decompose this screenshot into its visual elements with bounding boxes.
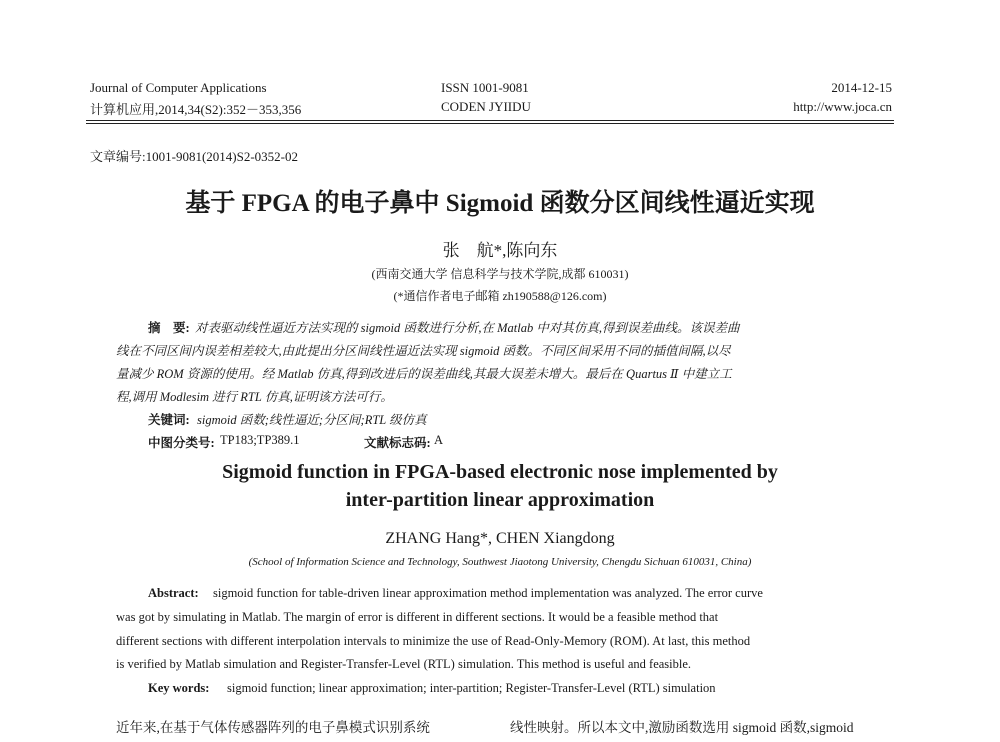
abstract-en-line: sigmoid function for table-driven linear approximation method implementation was analyzed. The error curve (213, 586, 763, 600)
affiliation-en: (School of Information Science and Technology, Southwest Jiaotong University, Chengdu Sichuan 610031, China) (248, 556, 752, 568)
journal-citation-cn: 计算机应用,2014,34(S2):352－353,356 (90, 102, 302, 117)
authors-en: ZHANG Hang*, CHEN Xiangdong (385, 530, 615, 547)
clc-number: TP183;TP389.1 (220, 433, 300, 447)
keywords-en: sigmoid function; linear approximation; inter-partition; Register-Transfer-Level (RTL) simulation (227, 681, 716, 695)
abstract-cn-line: 对表驱动线性逼近方法实现的 sigmoid 函数进行分析,在 Matlab 中对其仿真,得到误差曲线。该误差曲 (195, 321, 740, 335)
keywords-cn: sigmoid 函数;线性逼近;分区间;RTL 级仿真 (197, 413, 427, 427)
article-id: 文章编号:1001-9081(2014)S2-0352-02 (90, 149, 298, 164)
abstract-cn-label: 摘 要: (148, 321, 190, 335)
body-col2-line: 线性映射。所以本文中,激励函数选用 sigmoid 函数,sigmoid (510, 720, 854, 735)
abstract-en-line: is verified by Matlab simulation and Register-Transfer-Level (RTL) simulation. This method is useful and feasible. (116, 657, 692, 671)
affiliation-cn: (西南交通大学 信息科学与技术学院,成都 610031) (371, 267, 629, 281)
publication-date: 2014-12-15 (831, 80, 892, 95)
corresponding-author-cn: (*通信作者电子邮箱 zh190588@126.com) (393, 289, 607, 303)
issn: ISSN 1001-9081 (441, 80, 529, 95)
abstract-en-line: different sections with different interpolation intervals to minimize the use of Read-Only-Memory (ROM). At last, this method (116, 634, 751, 648)
journal-url[interactable]: http://www.joca.cn (793, 99, 892, 114)
abstract-cn-line: 程,调用 Modlesim 进行 RTL 仿真,证明该方法可行。 (116, 390, 393, 404)
title-en-line-1: Sigmoid function in FPGA-based electronic nose implemented by (222, 461, 778, 483)
authors-cn: 张 航*,陈向东 (442, 241, 558, 260)
title-cn: 基于 FPGA 的电子鼻中 Sigmoid 函数分区间线性逼近实现 (185, 190, 815, 217)
coden: CODEN JYIIDU (441, 99, 531, 114)
keywords-en-label: Key words: (148, 681, 210, 695)
header-rule-bottom (86, 123, 894, 124)
abstract-en-label: Abstract: (148, 586, 199, 600)
journal-name-en: Journal of Computer Applications (90, 80, 267, 95)
abstract-cn-line: 量减少 ROM 资源的使用。经 Matlab 仿真,得到改进后的误差曲线,其最大误差未增大。最后在 Quartus Ⅱ 中建立工 (116, 367, 732, 381)
body-col1-line: 近年来,在基于气体传感器阵列的电子鼻模式识别系统 (116, 720, 430, 735)
doc-code: A (434, 433, 444, 447)
keywords-cn-label: 关键词: (148, 413, 190, 427)
header-rule-top (86, 120, 894, 121)
doc-code-label: 文献标志码: (364, 436, 431, 450)
abstract-en-line: was got by simulating in Matlab. The margin of error is different in different sections. It would be a feasible method that (116, 610, 719, 624)
clc-label: 中图分类号: (148, 436, 215, 450)
title-en-line-2: inter-partition linear approximation (345, 489, 655, 511)
abstract-cn-line: 线在不同区间内误差相差较大,由此提出分区间线性逼近法实现 sigmoid 函数。不同区间采用不同的插值间隔,以尽 (116, 344, 731, 358)
